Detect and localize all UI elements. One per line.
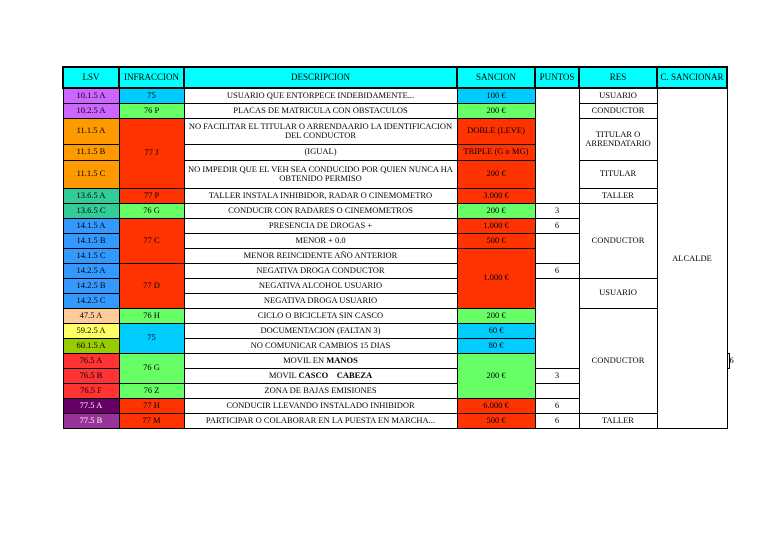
sancion-cell: 3.000 € [457, 188, 535, 203]
sancion-cell: 1.000 € [457, 248, 535, 308]
infraccion-cell: 77 H [119, 398, 184, 413]
puntos-cell [535, 88, 579, 203]
sancion-cell: 60 € [457, 323, 535, 338]
lsv-cell: 14.1.5 B [63, 233, 119, 248]
puntos-cell: 6 [535, 398, 579, 413]
puntos-cell: 3 [535, 368, 579, 383]
sancion-cell: 100 € [457, 88, 535, 103]
puntos-cell: 6 [727, 353, 730, 368]
lsv-cell: 76.5 B [63, 368, 119, 383]
header-descripcion: DESCRIPCION [184, 67, 457, 88]
description-cell: NO FACILITAR EL TITULAR O ARRENDAARIO LA IDENTIFICACION DEL CONDUCTOR [184, 118, 457, 144]
description-emphasis: CASCO CABEZA [298, 369, 373, 380]
lsv-cell: 14.1.5 C [63, 248, 119, 263]
sancion-cell: 200 € [457, 103, 535, 118]
header-puntos: PUNTOS [535, 67, 579, 88]
infractions-table [62, 66, 734, 429]
description-cell: TALLER INSTALA INHIBIDOR, RADAR O CINEMOMETRO [184, 188, 457, 203]
res-cell: TITULAR O ARRENDATARIO [579, 118, 657, 160]
description-text: MOVIL EN [283, 354, 327, 365]
puntos-cell: 3 [535, 203, 579, 218]
res-cell: TALLER [579, 188, 657, 203]
header-sancion: SANCION [457, 67, 535, 88]
lsv-cell: 11.1.5 A [63, 118, 119, 144]
description-cell: NO IMPEDIR QUE EL VEH SEA CONDUCIDO POR QUIEN NUNCA HA OBTENIDO PERMISO [184, 160, 457, 188]
description-cell: ZONA DE BAJAS EMISIONES [184, 383, 457, 398]
infraccion-cell: 77 J [119, 118, 184, 188]
table-row [63, 103, 730, 118]
lsv-cell: 10.1.5 A [63, 88, 119, 103]
description-cell: NEGATIVA DROGA CONDUCTOR [184, 263, 457, 278]
res-cell: TITULAR [579, 160, 657, 188]
description-cell: USUARIO QUE ENTORPECE INDEBIDAMENTE... [184, 88, 457, 103]
header-lsv: LSV [63, 67, 119, 88]
description-cell: (IGUAL) [184, 144, 457, 160]
header-c-sancionar: C. SANCIONAR [657, 67, 727, 88]
lsv-cell: 47.5 A [63, 308, 119, 323]
puntos-cell [535, 278, 579, 368]
lsv-cell: 13.6.5 C [63, 203, 119, 218]
infraccion-cell: 77 C [119, 218, 184, 263]
res-cell: CONDUCTOR [579, 308, 657, 413]
sancion-cell: 200 € [457, 160, 535, 188]
lsv-cell: 76.5 A [63, 353, 119, 368]
sancion-cell: 500 € [457, 233, 535, 248]
description-cell: CONDUCIR LLEVANDO INSTALADO INHIBIDOR [184, 398, 457, 413]
header-row [63, 67, 730, 88]
description-cell: MENOR + 0.0 [184, 233, 457, 248]
description-cell: MENOR REINCIDENTE AÑO ANTERIOR [184, 248, 457, 263]
infraccion-cell: 75 [119, 323, 184, 353]
lsv-cell: 10.2.5 A [63, 103, 119, 118]
lsv-cell: 60.1.5 A [63, 338, 119, 353]
puntos-cell: 6 [535, 263, 579, 278]
res-cell: CONDUCTOR [579, 103, 657, 118]
description-cell: NEGATIVA DROGA USUARIO [184, 293, 457, 308]
res-cell: USUARIO [579, 278, 657, 308]
lsv-cell: 77.5 B [63, 413, 119, 428]
infraccion-cell: 75 [119, 88, 184, 103]
puntos-cell: 6 [535, 218, 579, 233]
sancion-cell: 200 € [457, 353, 535, 398]
sancion-cell: 1.000 € [457, 218, 535, 233]
table-row [63, 118, 730, 144]
description-cell: NEGATIVA ALCOHOL USUARIO [184, 278, 457, 293]
lsv-cell: 14.2.5 C [63, 293, 119, 308]
description-cell: PRESENCIA DE DROGAS + [184, 218, 457, 233]
header-res: RES [579, 67, 657, 88]
description-cell: CONDUCIR CON RADARES O CINEMOMETROS [184, 203, 457, 218]
table-row [63, 308, 730, 323]
puntos-cell [535, 233, 579, 263]
lsv-cell: 59.2.5 A [63, 323, 119, 338]
sancion-cell: TRIPLE (G o MG) [457, 144, 535, 160]
infraccion-cell: 76 H [119, 308, 184, 323]
description-emphasis: MANOS [326, 354, 358, 365]
description-cell: DOCUMENTACION (FALTAN 3) [184, 323, 457, 338]
infraccion-cell: 77 M [119, 413, 184, 428]
res-cell: USUARIO [579, 88, 657, 103]
lsv-cell: 77.5 A [63, 398, 119, 413]
description-cell: NO COMUNICAR CAMBIOS 15 DIAS [184, 338, 457, 353]
sancion-cell: 200 € [457, 308, 535, 323]
puntos-cell [535, 383, 579, 398]
lsv-cell: 11.1.5 C [63, 160, 119, 188]
description-cell: PARTICIPAR O COLABORAR EN LA PUESTA EN MARCHA... [184, 413, 457, 428]
description-cell: PLACAS DE MATRICULA CON OBSTACULOS [184, 103, 457, 118]
lsv-cell: 13.6.5 A [63, 188, 119, 203]
infraccion-cell: 77 P [119, 188, 184, 203]
sancion-cell: 200 € [457, 203, 535, 218]
sancion-cell: 6.000 € [457, 398, 535, 413]
table-row [63, 203, 730, 218]
infraccion-cell: 76 P [119, 103, 184, 118]
sancion-cell: DOBLE (LEVE) [457, 118, 535, 144]
infraccion-cell: 76 G [119, 203, 184, 218]
sancion-cell: 500 € [457, 413, 535, 428]
puntos-cell: 6 [535, 413, 579, 428]
lsv-cell: 14.2.5 B [63, 278, 119, 293]
description-text: MOVIL [268, 369, 299, 380]
infraccion-cell: 77 D [119, 263, 184, 308]
infraccion-cell: 76 G [119, 353, 184, 383]
header-infraccion: INFRACCION [119, 67, 184, 88]
description-cell [184, 353, 457, 368]
table-row [63, 88, 730, 103]
lsv-cell: 14.1.5 A [63, 218, 119, 233]
res-cell: CONDUCTOR [579, 203, 657, 278]
lsv-cell: 14.2.5 A [63, 263, 119, 278]
sancion-cell: 80 € [457, 338, 535, 353]
infraccion-cell: 76 Z [119, 383, 184, 398]
res-cell: TALLER [579, 413, 657, 428]
c-sancionar-cell: ALCALDE [657, 88, 727, 428]
lsv-cell: 76.5 F [63, 383, 119, 398]
description-cell: CICLO O BICICLETA SIN CASCO [184, 308, 457, 323]
description-cell [184, 368, 457, 383]
table-row [63, 413, 730, 428]
lsv-cell: 11.1.5 B [63, 144, 119, 160]
table-row [63, 188, 730, 203]
